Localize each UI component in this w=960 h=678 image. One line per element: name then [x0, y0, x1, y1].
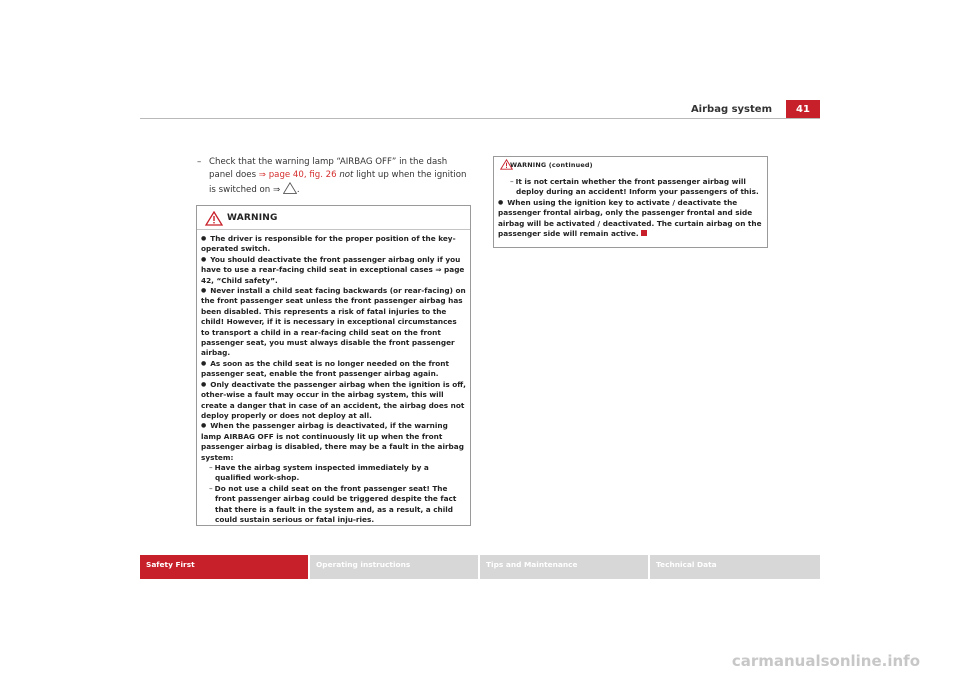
warning-continued-label: WARNING (continued) — [510, 161, 593, 169]
warning-subitem: – Do not use a child seat on the front passenger seat! The front passenger airbag could be triggered despite the fact that there is a fault in the system and, as a result, a child could sustain serious or fatal inju-ries. — [201, 484, 466, 526]
warning-item: ● Never install a child seat facing backwards (or rear-facing) on the front passenger seat unless the front passenger airbag has been disabled. This represents a risk of fatal injuries to the child! However, if it is necessary in exceptional circumstances to transport a child in a rear-facing child seat on the front passenger seat, you must always disable the front passenger airbag. — [201, 286, 466, 359]
tab-safety-first[interactable]: Safety First — [140, 555, 308, 579]
intro-text-after: light up when the ignition is switched on ⇒ — [209, 169, 467, 195]
warning-item: ● When the passenger airbag is deactivated, if the warning lamp AIRBAG OFF is not continuously lit up when the front passenger airbag is disabled, there may be a fault in the airbag system: — [201, 421, 466, 463]
warning-subitem: – It is not certain whether the front passenger airbag will deploy during an accident! Inform your passengers of this. — [498, 177, 763, 198]
page-number: 41 — [786, 100, 820, 119]
warning-item: ● As soon as the child seat is no longer needed on the front passenger seat, enable the front passenger airbag again. — [201, 359, 466, 380]
page-header-title: Airbag system — [690, 104, 772, 115]
warning-label: WARNING — [227, 213, 278, 223]
intro-instruction — [197, 156, 472, 196]
warning-body — [197, 230, 470, 525]
intro-text-before: Check that the warning lamp “AIRBAG OFF” in the dash panel does — [209, 157, 448, 180]
watermark: carmanualsonline.info — [731, 652, 920, 670]
warning-item-text: When using the ignition key to activate / deactivate the passenger frontal airbag, only the passenger frontal and side airbag will be activated / deactivated. The curtain airbag on the passenger side will remain active. — [498, 197, 762, 239]
warning-header — [197, 206, 470, 230]
intro-text — [197, 156, 472, 196]
header-rule — [140, 118, 820, 119]
warning-item: ● Only deactivate the passenger airbag when the ignition is off, other-wise a fault may occur in the airbag system, this will create a danger that in case of an accident, the airbag does not deploy properly or does not deploy at all. — [201, 380, 466, 422]
tab-operating-instructions[interactable]: Operating instructions — [310, 555, 478, 579]
warning-triangle-icon — [205, 211, 223, 226]
intro-not-word: not — [339, 169, 354, 180]
warning-continued-box — [493, 156, 768, 248]
warning-box — [196, 205, 471, 526]
warning-subitem: – Have the airbag system inspected immediately by a qualified work-shop. — [201, 463, 466, 484]
intro-end: . — [296, 184, 300, 195]
warning-continued-header — [494, 157, 767, 171]
warning-item — [498, 198, 763, 240]
warning-continued-body — [494, 171, 767, 239]
page-link[interactable]: ⇒ page 40, fig. 26 — [258, 169, 337, 180]
warning-triangle-icon — [283, 182, 297, 194]
end-of-section-marker — [641, 230, 647, 236]
warning-item: ● You should deactivate the front passenger airbag only if you have to use a rear-facing child seat in exceptional cases ⇒ page 42, “Child safety”. — [201, 255, 466, 286]
warning-item: ● The driver is responsible for the proper position of the key-operated switch. — [201, 234, 466, 255]
chapter-tabs — [140, 555, 820, 579]
intro-dash: – — [197, 157, 202, 167]
tab-tips-and-maintenance[interactable]: Tips and Maintenance — [480, 555, 648, 579]
tab-technical-data[interactable]: Technical Data — [650, 555, 820, 579]
